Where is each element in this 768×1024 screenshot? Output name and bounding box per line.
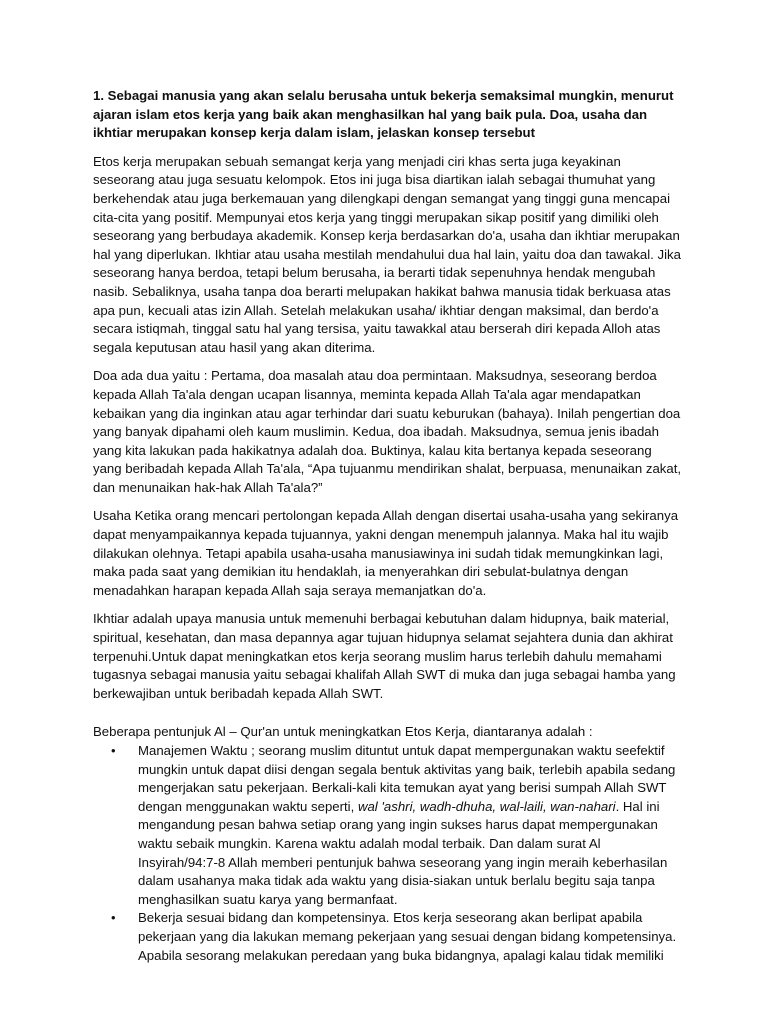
question-heading: 1. Sebagai manusia yang akan selalu berusaha untuk bekerja semaksimal mungkin, menurut ajaran islam etos kerja yang baik akan menghasilkan hal yang baik pula. Doa, usaha dan ikhtiar merupakan konsep kerja dalam islam, jelaskan konsep tersebut: [93, 88, 674, 141]
list-item-text: Manajemen Waktu ; seorang muslim dituntut untuk dapat mempergunakan waktu seefektif mungkin untuk dapat diisi dengan segala bentuk aktivitas yang baik, terlebih apabila sedang mengerjakan satu pekerjaan. Berkali-kali kita temukan ayat yang berisi sumpah Allah SWT dengan menggunakan waktu seperti,: [138, 743, 676, 814]
bullet-icon: •: [111, 910, 116, 926]
list-intro: Beberapa pentunjuk Al – Qur'an untuk meningkatkan Etos Kerja, diantaranya adalah :: [93, 724, 593, 740]
list-item-text-continued: . Hal ini mengandung pesan bahwa setiap orang yang ingin sukses harus dapat mempergunakan waktu sebaik mungkin. Karena waktu adalah modal terbaik. Dan dalam surat Al Insyirah/94:7-8 Allah memberi pentunjuk bahwa seseorang yang ingin meraih keberhasilan dalam usahanya maka tidak ada waktu yang disia-siakan untuk berlalu begitu saja tanpa menghasilkan suatu karya yang bermanfaat.: [138, 798, 668, 907]
document-body: [93, 87, 683, 965]
blank-line: [93, 713, 683, 723]
bullet-list: [93, 742, 683, 965]
paragraph-usaha: Usaha Ketika orang mencari pertolongan kepada Allah dengan disertai usaha-usaha yang sekiranya dapat menyampaikannya kepada tujuannya, yakni dengan menempuh jalannya. Maka hal itu wajib dilakukan olehnya. Tetapi apabila usaha-usaha manusiawinya ini sudah tidak memungkinkan lagi, maka pada saat yang demikian itu hendaklah, ia menyerahkan diri sebulat-bulatnya dengan menadahkan harapan kepada Allah saja seraya memanjatkan do'a.: [93, 508, 679, 598]
list-item: [111, 742, 683, 909]
paragraph-ikhtiar: Ikhtiar adalah upaya manusia untuk memenuhi berbagai kebutuhan dalam hidupnya, baik material, spiritual, kesehatan, dan masa depannya agar tujuan hidupnya selamat sejahtera dunia dan akhirat terpenuhi.Untuk dapat meningkatkan etos kerja seorang muslim harus terlebih dahulu memahami tugasnya sebagai manusia yaitu sebagai khalifah Allah SWT di muka dan juga sebagai hamba yang berkewajiban untuk beribadah kepada Allah SWT.: [93, 611, 676, 701]
paragraph-doa: Doa ada dua yaitu : Pertama, doa masalah atau doa permintaan. Maksudnya, seseorang berdoa kepada Allah Ta'ala dengan ucapan lisannya, meminta kepada Allah Ta'ala agar mendapatkan kebaikan yang dia inginkan atau agar terhindar dari suatu keburukan (bahaya). Inilah pengertian doa yang banyak dipahami oleh kaum muslimin. Kedua, doa ibadah. Maksudnya, semua jenis ibadah yang kita lakukan pada hakikatnya adalah doa. Buktinya, kalau kita bertanya kepada seseorang yang beribadah kepada Allah Ta'ala, “Apa tujuanmu mendirikan shalat, berpuasa, menunaikan zakat, dan menunaikan hak-hak Allah Ta'ala?”: [93, 368, 682, 495]
list-item: [111, 909, 683, 965]
bullet-icon: •: [111, 743, 116, 758]
list-item-italic-text: wal 'ashri, wadh-dhuha, wal-laili, wan-nahari: [357, 798, 616, 814]
list-item-text: Bekerja sesuai bidang dan kompetensinya. Etos kerja seseorang akan berlipat apabila pekerjaan yang dia lakukan memang pekerjaan yang sesuai dengan bidang kompetensinya. Apabila sesorang melakukan peredaan yang buka bidangnya, apalagi kalau tidak memiliki: [138, 910, 677, 963]
paragraph-etos-kerja: Etos kerja merupakan sebuah semangat kerja yang menjadi ciri khas serta juga keyakinan seseorang atau juga sesuatu kelompok. Etos ini juga bisa diartikan ialah sebagai thumuhat yang berkehendak atau juga berkemauan yang dilengkapi dengan semangat yang tinggi guna mencapai cita-cita yang positif. Mempunyai etos kerja yang tinggi merupakan sikap positif yang dimiliki oleh seseorang yang berbudaya akademik. Konsep kerja berdasarkan do'a, usaha dan ikhtiar merupakan hal yang diperlukan. Ikhtiar atau usaha mestilah mendahului dua hal lain, yaitu doa dan tawakal. Jika seseorang hanya berdoa, tetapi belum berusaha, ia berarti tidak sepenuhnya hendak mengubah nasib. Sebaliknya, usaha tanpa doa berarti melupakan hakikat bahwa manusia tidak berkuasa atas apa pun, kecuali atas izin Allah. Setelah melakukan usaha/ ikhtiar dengan maksimal, dan berdo'a secara istiqmah, tinggal satu hal yang tersisa, yaitu tawakkal atau berserah diri kepada Alloh atas segala keputusan atau hasil yang akan diterima.: [93, 153, 681, 355]
